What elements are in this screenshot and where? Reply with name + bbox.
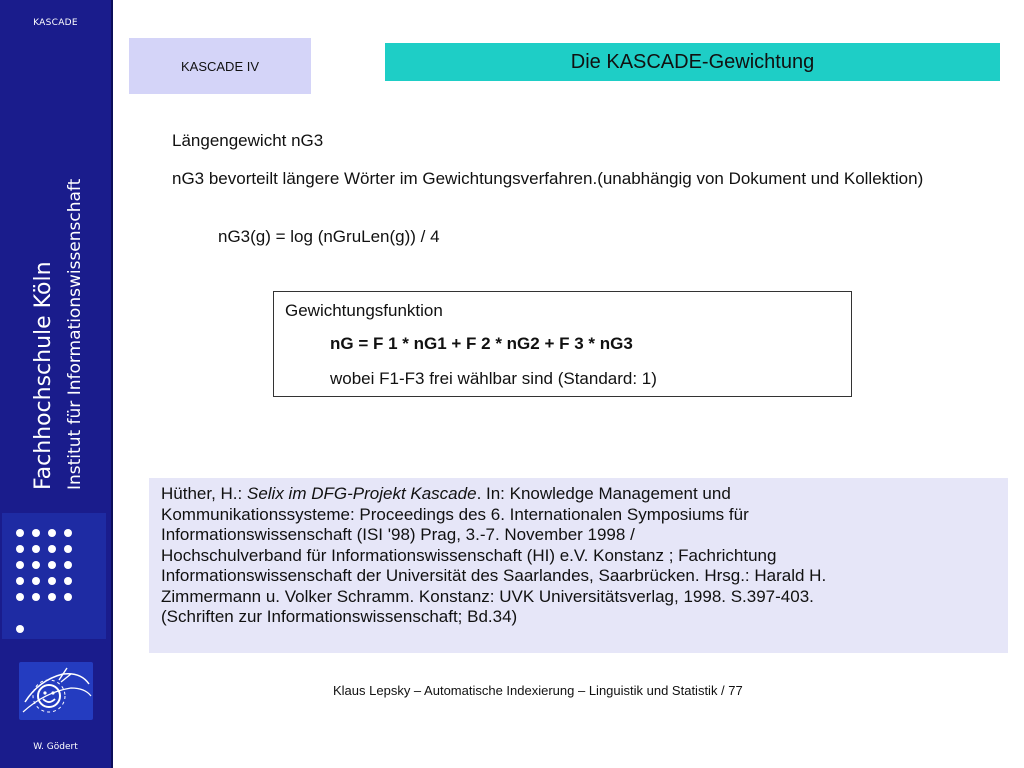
- reference-line: (Schriften zur Informationswissenschaft; Bd.34): [161, 607, 518, 626]
- grid-dot: [64, 577, 72, 585]
- slide-footer: Klaus Lepsky – Automatische Indexierung – Linguistik und Statistik / 77: [333, 683, 743, 698]
- sidebar-vertical-text: [28, 110, 96, 490]
- grid-dot: [16, 545, 24, 553]
- reference-author: Hüther, H.:: [161, 484, 247, 503]
- slide-title: Die KASCADE-Gewichtung: [385, 43, 1000, 81]
- grid-dot: [64, 529, 72, 537]
- reference-line-1: [161, 484, 998, 505]
- reference-box: [149, 478, 1008, 653]
- grid-dot: [16, 561, 24, 569]
- reference-line: Informationswissenschaft (ISI '98) Prag, 3.-7. November 1998 /: [161, 525, 635, 544]
- reference-line: Hochschulverband für Informationswissenschaft (HI) e.V. Konstanz ; Fachrichtung: [161, 545, 777, 565]
- sidebar-top-label: KASCADE: [33, 18, 78, 28]
- function-note: wobei F1-F3 frei wählbar sind (Standard: 1): [330, 369, 657, 388]
- reference-line: . In: Knowledge Management und: [476, 484, 731, 503]
- weighting-function-box: [273, 291, 852, 397]
- grid-dot: [48, 577, 56, 585]
- reference-line: Zimmermann u. Volker Schramm. Konstanz: UVK Universitätsverlag, 1998. S.397-403.: [161, 586, 814, 606]
- slide-tag: KASCADE IV: [129, 38, 311, 94]
- formula-ng3: nG3(g) = log (nGruLen(g)) / 4: [218, 227, 440, 246]
- sidebar: [0, 0, 113, 768]
- sidebar-author-label: W. Gödert: [33, 742, 78, 752]
- grid-dot: [64, 561, 72, 569]
- grid-dot: [64, 593, 72, 601]
- grid-dot: [32, 545, 40, 553]
- grid-dot: [48, 561, 56, 569]
- grid-dot: [16, 625, 24, 633]
- grid-dot: [48, 529, 56, 537]
- reference-line: Kommunikationssysteme: Proceedings des 6. Internationalen Symposiums für: [161, 504, 749, 524]
- grid-dot: [32, 577, 40, 585]
- grid-dot: [32, 561, 40, 569]
- reference-line: Informationswissenschaft der Universität des Saarlandes, Saarbrücken. Hrsg.: Harald H.: [161, 566, 827, 585]
- grid-dot: [48, 593, 56, 601]
- grid-dot: [48, 545, 56, 553]
- description-paragraph: nG3 bevorteilt längere Wörter im Gewichtungsverfahren.(unabhängig von Dokument und Kollektion): [172, 169, 924, 188]
- dot-grid-decoration: [2, 513, 106, 639]
- grid-dot: [64, 545, 72, 553]
- grid-dot: [16, 593, 24, 601]
- function-equation: nG = F 1 * nG1 + F 2 * nG2 + F 3 * nG3: [330, 334, 633, 353]
- grid-dot: [32, 529, 40, 537]
- reference-title: Selix im DFG-Projekt Kascade: [246, 484, 477, 503]
- section-heading: Längengewicht nG3: [172, 131, 324, 150]
- grid-dot: [16, 529, 24, 537]
- institute-name: Institut für Informationswissenschaft: [65, 178, 85, 490]
- grid-dot: [32, 593, 40, 601]
- grid-dot: [16, 577, 24, 585]
- smiley-face-logo-icon: [19, 662, 93, 720]
- function-box-title: Gewichtungsfunktion: [285, 301, 443, 320]
- institution-name: Fachhochschule Köln: [31, 261, 56, 490]
